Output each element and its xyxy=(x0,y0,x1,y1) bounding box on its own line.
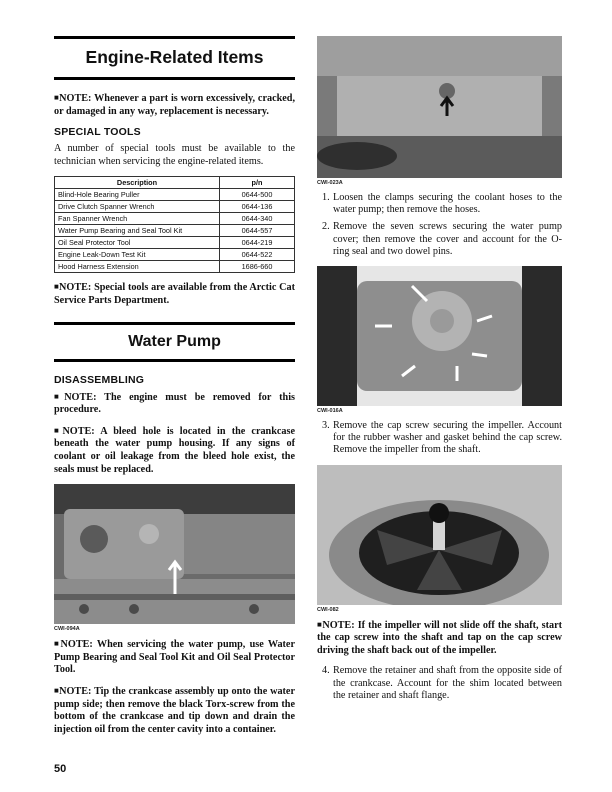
step-number: 1. xyxy=(322,192,330,203)
column-header-description: Description xyxy=(55,177,220,189)
photo-caption: CWI-016A xyxy=(317,408,343,415)
step-number: 4. xyxy=(322,665,330,677)
table-header-row xyxy=(55,177,295,189)
note-paragraph: ■NOTE: When servicing the water pump, use Water Pump Bearing and Seal Tool Kit and Oil Seal Protector Tool. xyxy=(54,639,295,676)
tool-pn: 0644-522 xyxy=(220,249,295,261)
section-title-engine-related: Engine-Related Items xyxy=(54,36,295,80)
tool-pn: 1686-660 xyxy=(220,261,295,273)
engine-photo-illustration xyxy=(317,266,562,406)
bullet-square-icon: ■ xyxy=(54,425,63,435)
column-header-pn: p/n xyxy=(220,177,295,189)
heading-special-tools: SPECIAL TOOLS xyxy=(54,126,141,139)
tool-pn: 0644-136 xyxy=(220,201,295,213)
tool-description: Hood Harness Extension xyxy=(55,261,220,273)
table-row xyxy=(55,189,295,201)
bullet-square-icon: ■ xyxy=(317,619,323,629)
note-paragraph: ■NOTE: A bleed hole is located in the crankcase beneath the water pump housing. If any signs of coolant or oil leakage from the bleed hole exist, the seals must be replaced. xyxy=(54,425,295,475)
photo-water-pump-hoses xyxy=(317,36,562,178)
engine-photo-illustration xyxy=(54,484,295,624)
special-tools-table xyxy=(54,176,295,273)
table-row xyxy=(55,237,295,249)
tool-pn: 0644-557 xyxy=(220,225,295,237)
note-paragraph: ■NOTE: Special tools are available from the Arctic Cat Service Parts Department. xyxy=(54,282,295,306)
tool-description: Oil Seal Protector Tool xyxy=(55,237,220,249)
photo-caption: CWI-082 xyxy=(317,606,339,613)
photo-caption: CWI-094A xyxy=(54,626,80,633)
list-item: 4. Remove the retainer and shaft from the opposite side of the crankcase. Account for the shim located between the retainer and shaft flange. xyxy=(322,665,562,701)
tool-description: Drive Clutch Spanner Wrench xyxy=(55,201,220,213)
tool-description: Water Pump Bearing and Seal Tool Kit xyxy=(55,225,220,237)
list-item: 3. Remove the cap screw securing the impeller. Account for the rubber washer and gasket behind the cap screw. Remove the impeller from the shaft. xyxy=(322,420,562,456)
table-row xyxy=(55,213,295,225)
note-paragraph: ■NOTE: The engine must be removed for this procedure. xyxy=(54,391,295,416)
tool-description: Fan Spanner Wrench xyxy=(55,213,220,225)
heading-disassembling: DISASSEMBLING xyxy=(54,373,145,386)
note-paragraph: ■NOTE: If the impeller will not slide off the shaft, start the cap screw into the shaft and tap on the cap screw driving the shaft back out of the impeller. xyxy=(317,619,562,656)
right-column xyxy=(317,36,562,710)
table-row xyxy=(55,201,295,213)
list-item: 2. Remove the seven screws securing the water pump cover; then remove the cover and account for the O-ring seal and two dowel pins. xyxy=(322,221,562,257)
tool-description: Blind-Hole Bearing Puller xyxy=(55,189,220,201)
note-paragraph: ■NOTE: Whenever a part is worn excessively, cracked, or damaged in any way, replacement is necessary. xyxy=(54,93,295,117)
tool-pn: 0644-219 xyxy=(220,237,295,249)
bullet-square-icon: ■ xyxy=(54,685,60,695)
tools-intro: A number of special tools must be available to the technician when servicing the engine-related items. xyxy=(54,143,295,167)
tool-pn: 0644-500 xyxy=(220,189,295,201)
step-list xyxy=(317,192,562,258)
page-number: 50 xyxy=(54,763,67,775)
photo-water-pump-cover xyxy=(317,266,562,406)
note-paragraph: ■NOTE: Tip the crankcase assembly up onto the water pump side; then remove the black Torx-screw from the bottom of the crankcase and tip down and drain the injection oil from the center cavity into a container. xyxy=(54,685,295,735)
left-column xyxy=(54,36,295,744)
step-list xyxy=(317,420,562,457)
step-number: 2. xyxy=(322,221,330,233)
photo-crankcase-bleed-hole xyxy=(54,484,295,624)
table-row xyxy=(55,225,295,237)
bullet-square-icon: ■ xyxy=(54,282,60,292)
step-number: 3. xyxy=(322,420,330,432)
impeller-photo-illustration xyxy=(317,465,562,605)
bullet-square-icon: ■ xyxy=(54,93,60,102)
engine-photo-illustration xyxy=(317,36,562,178)
bullet-square-icon: ■ xyxy=(54,391,65,401)
tool-description: Engine Leak-Down Test Kit xyxy=(55,249,220,261)
tool-pn: 0644-340 xyxy=(220,213,295,225)
bullet-square-icon: ■ xyxy=(54,639,61,649)
photo-caption: CWI-023A xyxy=(317,180,343,186)
list-item: 1. Loosen the clamps securing the coolant hoses to the water pump; then remove the hoses. xyxy=(322,192,562,216)
photo-impeller xyxy=(317,465,562,605)
table-row xyxy=(55,249,295,261)
step-list xyxy=(317,665,562,702)
table-row xyxy=(55,261,295,273)
section-title-water-pump: Water Pump xyxy=(54,322,295,362)
